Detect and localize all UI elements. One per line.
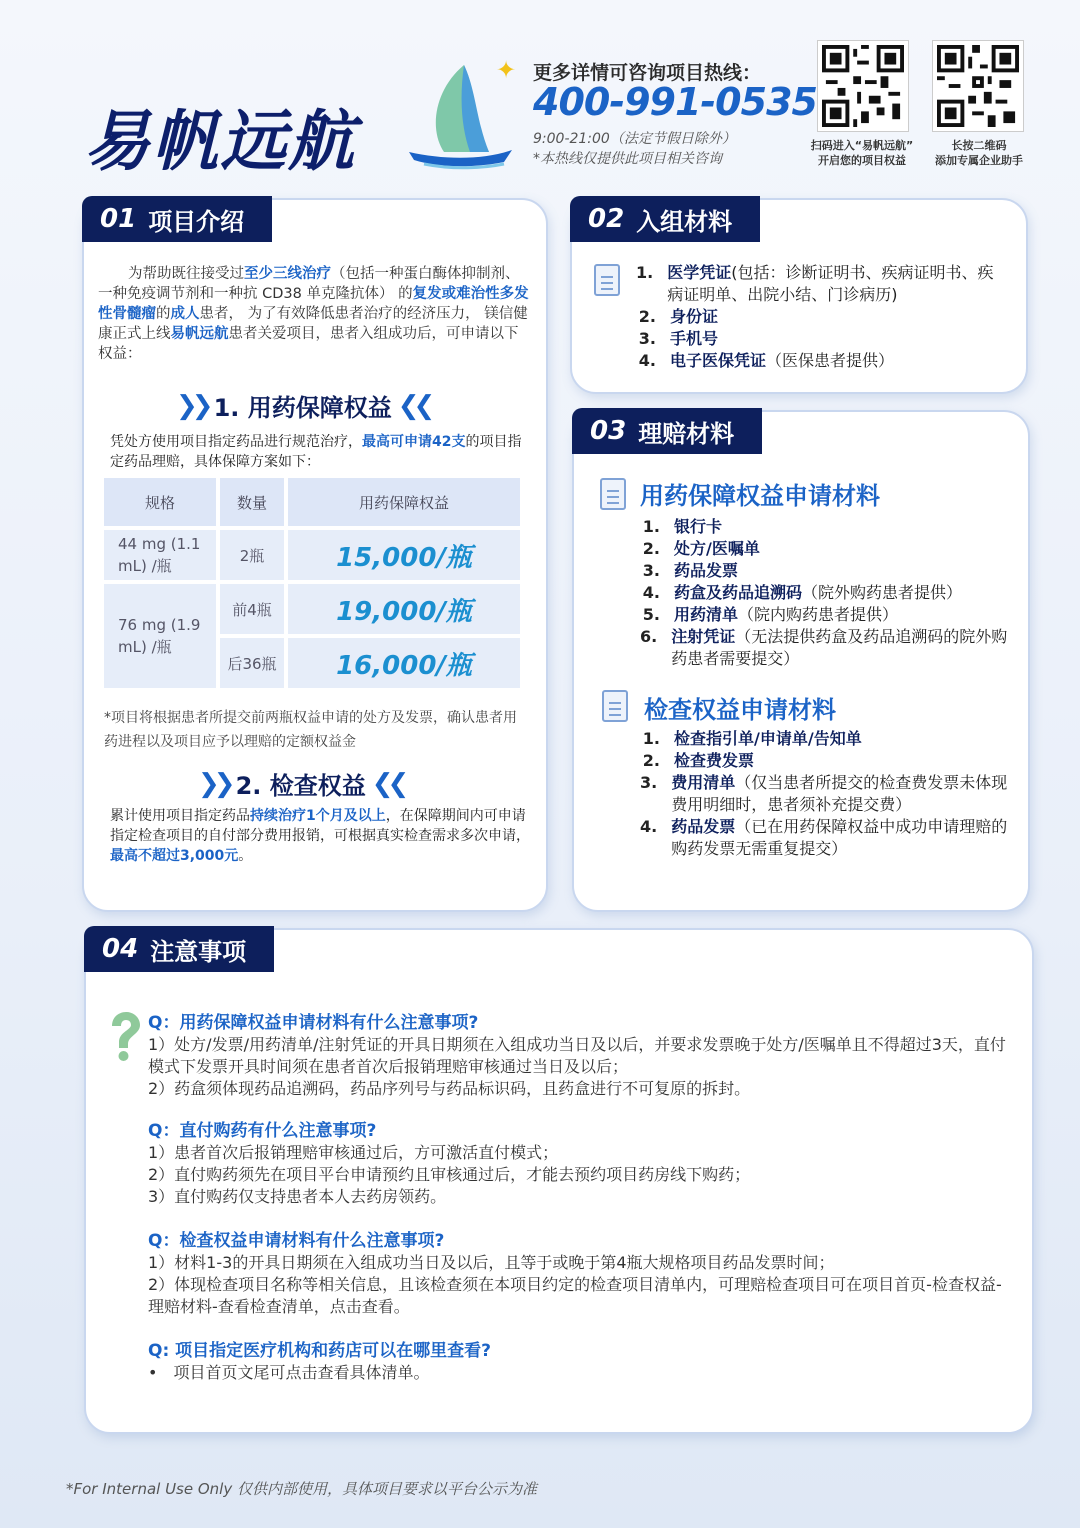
intro-highlight: 至少三线治疗 [244, 266, 331, 282]
drug-claim-heading: 用药保障权益申请材料 [640, 482, 880, 510]
section-tab [82, 196, 272, 242]
list-item [636, 350, 1006, 372]
intro-highlight: 易帆远航 [170, 326, 229, 342]
para-text: 凭处方使用项目指定药品进行规范治疗， [110, 434, 362, 450]
qr-code-pattern [822, 45, 904, 127]
list-item-detail: （院内购药患者提供） [738, 605, 899, 624]
list-item-bold: 检查费发票 [674, 751, 755, 770]
list-item-bold: 手机号 [670, 329, 719, 348]
qr-caption-line: 长按二维码 [951, 139, 1007, 152]
list-text [670, 328, 718, 350]
section-number: 02 [588, 204, 625, 234]
para-highlight: 持续治疗1个月及以上 [250, 808, 386, 824]
table-row [104, 584, 524, 688]
list-index: 4. [638, 351, 656, 370]
para-text: ，在保障期间内可申请指定检查项目的自付部分费用报销，可根据真实检查需求多次申请， [110, 808, 530, 844]
list-index: 1. [636, 263, 654, 282]
qr-caption [797, 138, 927, 168]
qr-code-icon[interactable] [932, 40, 1024, 132]
list-item [640, 626, 1016, 670]
list-item-bold: 药品发票 [674, 561, 739, 580]
exam-claim-heading: 检查权益申请材料 [644, 696, 836, 724]
list-text [670, 350, 894, 372]
subsection-title-text: 1. 用药保障权益 [213, 394, 392, 422]
list-item-detail: （仅当患者所提交的检查费发票未体现费用明细时，患者须补充提交费） [671, 773, 1008, 814]
list-index: 6. [640, 627, 658, 646]
table-subrow [220, 638, 520, 688]
qa-item [148, 1012, 1016, 1100]
table-header: 规格 [104, 478, 216, 526]
qr-caption-line: 添加专属企业助手 [935, 154, 1023, 167]
list-index: 1. [642, 517, 660, 536]
list-item-bold: 注射凭证 [671, 627, 736, 646]
document-icon [602, 690, 628, 722]
table-cell-qty: 后36瓶 [220, 638, 284, 688]
section-title: 理赔材料 [638, 419, 735, 448]
list-text [671, 772, 1016, 816]
document-icon [594, 264, 620, 296]
exam-benefit-paragraph [110, 806, 530, 866]
chevron-right-icon: ❯❯ [198, 768, 230, 799]
hotline-title: 更多详情可咨询项目热线： [533, 62, 762, 84]
list-item-detail: （无法提供药盒及药品追溯码的院外购药患者需要提交） [671, 627, 1008, 668]
qa-answer: 1）患者首次后报销理赔审核通过后，方可激活直付模式； [148, 1143, 559, 1162]
list-index: 3. [642, 561, 660, 580]
section-number: 03 [590, 416, 627, 446]
qa-answer: 1）材料1-3的开具日期须在入组成功当日及以后，且等于或晚于第4瓶大规格项目药品发票时间； [148, 1253, 835, 1272]
table-header: 数量 [220, 478, 284, 526]
list-text [674, 750, 754, 772]
table-cell-spec: 76 mg (1.9 mL) /瓶 [104, 584, 216, 688]
intro-highlight: 复发或难治性多发性骨髓瘤 [98, 286, 529, 322]
subsection-title-text: 2. 检查权益 [235, 772, 366, 800]
table-cell-price: 19,000/瓶 [288, 584, 520, 634]
table-cell-qty: 2瓶 [220, 530, 284, 580]
subsection-title-drug-benefit [176, 388, 429, 423]
list-index: 3. [638, 329, 656, 348]
qa-item [148, 1120, 1016, 1208]
list-item-detail: （医保患者提供） [766, 351, 895, 370]
drug-benefit-paragraph [110, 432, 530, 472]
list-item-bold: 用药清单 [674, 605, 739, 624]
section-tab [572, 408, 762, 454]
hotline-number[interactable]: 400-991-0535 [533, 80, 817, 124]
list-item [640, 728, 1016, 750]
document-icon [600, 478, 626, 510]
section-notes [84, 928, 1034, 1434]
list-item-bold: 检查指引单/申请单/告知单 [674, 729, 862, 748]
footer-disclaimer: *For Internal Use Only 仅供内部使用，具体项目要求以平台公示为准 [66, 1480, 538, 1498]
intro-text: 的 [156, 306, 171, 322]
list-item [640, 750, 1016, 772]
intro-text: （包括一种蛋白酶体抑制剂、一种免疫调节剂和一种抗 CD38 单克隆抗体） 的 [98, 266, 520, 302]
table-footnote: *项目将根据患者所提交前两瓶权益申请的处方及发票，确认患者用药进程以及项目应予以理赔的定额权益金 [104, 710, 517, 750]
drug-claim-list [640, 516, 1016, 670]
section-enrollment-materials [570, 198, 1028, 394]
para-text: 的项目指定药品理赔，具体保障方案如下： [110, 434, 522, 470]
list-item [640, 816, 1016, 860]
list-item [636, 306, 1006, 328]
qa-question: Q：用药保障权益申请材料有什么注意事项? [148, 1013, 479, 1033]
qa-answer: 2）直付购药须先在项目平台申请预约且审核通过后，才能去预约项目药房线下购药； [148, 1165, 751, 1184]
table-cell-price: 15,000/瓶 [288, 530, 520, 580]
qr-code-pattern [937, 45, 1019, 127]
intro-text: 患者关爱项目，患者入组成功后，可申请以下权益： [98, 326, 519, 362]
intro-highlight: 成人 [170, 306, 200, 322]
intro-text: 患者， 为了有效降低患者治疗的经济压力， 镁信健康正式上线 [98, 306, 528, 342]
hotline-hours: 9:00-21:00（法定节假日除外） [533, 131, 736, 147]
hotline-note: *本热线仅提供此项目相关咨询 [533, 151, 722, 167]
list-item [640, 604, 1016, 626]
benefit-table [104, 478, 524, 692]
sparkle-icon: ✦ [496, 56, 517, 84]
section-number: 04 [102, 934, 139, 964]
qa-question: Q：检查权益申请材料有什么注意事项? [148, 1231, 445, 1251]
intro-text: 为帮助既往接受过 [128, 266, 244, 282]
qr-code-icon[interactable] [817, 40, 909, 132]
list-index: 3. [640, 773, 658, 792]
list-text [674, 582, 962, 604]
table-subrow [220, 584, 520, 634]
section-tab [84, 926, 274, 972]
section-title: 注意事项 [150, 937, 247, 966]
para-highlight: 最高可申请42支 [362, 434, 466, 450]
section-project-intro [82, 198, 548, 912]
list-item [640, 538, 1016, 560]
list-item-bold: 药品发票 [671, 817, 736, 836]
list-text [674, 604, 898, 626]
section-claim-materials [572, 410, 1030, 912]
list-item [640, 560, 1016, 582]
list-item-bold: 医学凭证 [667, 263, 732, 282]
table-cell-spec: 44 mg (1.1 mL) /瓶 [104, 530, 216, 580]
list-item-bold: 药盒及药品追溯码 [674, 583, 803, 602]
section-title: 入组材料 [636, 207, 733, 236]
list-text [674, 728, 862, 750]
qa-answer: 2）体现检查项目名称等相关信息，且该检查须在本项目约定的检查项目清单内，可理赔检查项目可在项目首页-检查权益-理赔材料-查看检查清单，点击查看。 [148, 1275, 1002, 1316]
list-text [671, 816, 1016, 860]
table-cell-qty: 前4瓶 [220, 584, 284, 634]
qr-caption [914, 138, 1044, 168]
qa-question: Q：直付购药有什么注意事项? [148, 1121, 377, 1141]
chevron-left-icon: ❮❮ [397, 390, 430, 421]
para-highlight: 最高不超过3,000元 [110, 848, 239, 864]
table-subrows [220, 584, 520, 688]
qa-item [148, 1340, 1016, 1384]
section-title: 项目介绍 [148, 207, 245, 236]
qa-item [148, 1230, 1016, 1318]
qr-caption-line: 开启您的项目权益 [818, 154, 906, 167]
para-text: 。 [238, 848, 253, 864]
list-item-detail: （已在用药保障权益中成功申请理赔的购药发票无需重复提交） [671, 817, 1008, 858]
list-item-bold: 银行卡 [674, 517, 723, 536]
table-row [104, 530, 524, 580]
list-item-bold: 电子医保凭证 [670, 351, 767, 370]
list-item-bold: 处方/医嘱单 [674, 539, 760, 558]
list-index: 4. [640, 817, 658, 836]
table-cell-price: 16,000/瓶 [288, 638, 520, 688]
list-index: 5. [642, 605, 660, 624]
question-mark-icon [106, 1010, 142, 1062]
list-text [670, 306, 718, 328]
list-item-detail: （院外购药患者提供） [802, 583, 963, 602]
list-text [674, 538, 760, 560]
qa-answer: 1）处方/发票/用药清单/注射凭证的开具日期须在入组成功当日及以后，并要求发票晚于处方/医嘱单且不得超过3天，直付模式下发票开具时间须在患者首次后报销理赔审核通过当日及以后； [148, 1035, 1006, 1076]
para-text: 累计使用项目指定药品 [110, 808, 250, 824]
logo-text: 易帆远航 [84, 103, 356, 180]
subsection-title-exam-benefit [198, 766, 403, 801]
intro-paragraph [98, 264, 530, 364]
table-header-row [104, 478, 524, 526]
qa-question: Q: 项目指定医疗机构和药店可以在哪里查看? [148, 1341, 492, 1361]
exam-claim-list [640, 728, 1016, 860]
list-index: 2. [642, 751, 660, 770]
list-index: 2. [638, 307, 656, 326]
qa-answer: • 项目首页文尾可点击查看具体清单。 [148, 1363, 430, 1382]
list-index: 1. [642, 729, 660, 748]
qr-caption-line: 扫码进入“易帆远航” [810, 139, 914, 152]
list-item [636, 328, 1006, 350]
list-item-bold: 费用清单 [671, 773, 736, 792]
chevron-left-icon: ❮❮ [371, 768, 404, 799]
qa-answer: 3）直付购药仅支持患者本人去药房领药。 [148, 1187, 447, 1206]
list-index: 4. [642, 583, 660, 602]
section-number: 01 [100, 204, 137, 234]
list-item [636, 262, 1006, 306]
list-text [674, 516, 722, 538]
brand-logo [84, 60, 514, 180]
list-text [671, 626, 1016, 670]
list-text [674, 560, 738, 582]
section-tab [570, 196, 760, 242]
list-item [640, 772, 1016, 816]
qa-answer: 2）药盒须体现药品追溯码，药品序列号与药品标识码，且药盒进行不可复原的拆封。 [148, 1079, 751, 1098]
list-item [640, 582, 1016, 604]
chevron-right-icon: ❯❯ [176, 390, 208, 421]
list-item-bold: 身份证 [670, 307, 719, 326]
table-header: 用药保障权益 [288, 478, 520, 526]
list-item-detail: (包括：诊断证明书、疾病证明书、疾病证明单、出院小结、门诊病历) [667, 263, 994, 304]
enrollment-list [636, 262, 1006, 372]
list-index: 2. [642, 539, 660, 558]
list-item [640, 516, 1016, 538]
list-text [667, 262, 1006, 306]
